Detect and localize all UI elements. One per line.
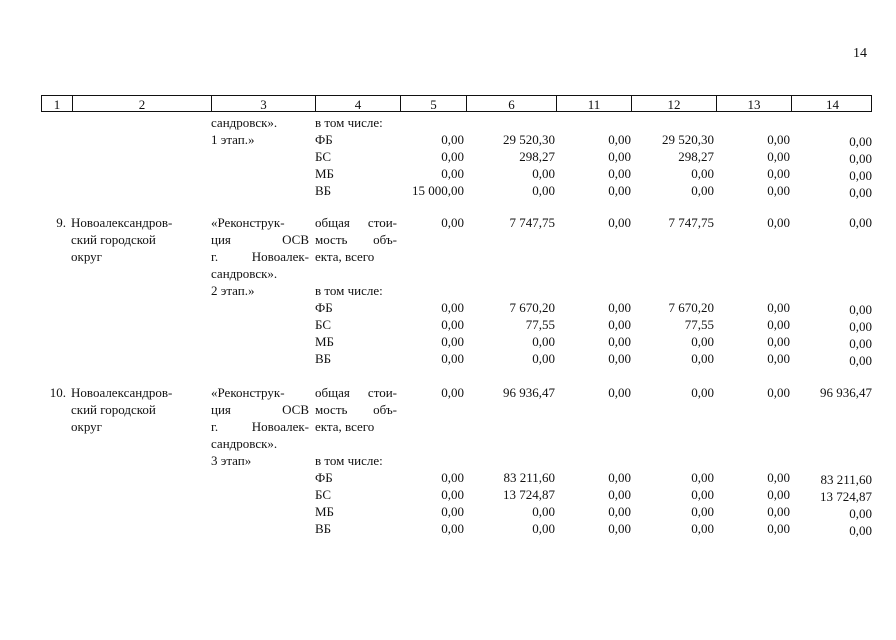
funding-value: 7 670,20 bbox=[509, 300, 555, 315]
funding-value: 0,00 bbox=[767, 470, 790, 485]
object-name-line: «Реконструк- bbox=[211, 215, 285, 230]
funding-value: 0,00 bbox=[767, 149, 790, 164]
total-value: 0,00 bbox=[608, 385, 631, 400]
cost-label-line: общая стои- bbox=[315, 385, 397, 400]
object-name-line: ция ОСВ bbox=[211, 232, 309, 247]
funding-value: 13 724,87 bbox=[820, 489, 872, 504]
cost-label-line: мость объ- bbox=[315, 402, 397, 417]
funding-value: 0,00 bbox=[608, 183, 631, 198]
in-total-label: в том числе: bbox=[315, 115, 383, 130]
funding-value: 0,00 bbox=[532, 521, 555, 536]
funding-value: 0,00 bbox=[532, 334, 555, 349]
funding-value: 0,00 bbox=[849, 319, 872, 334]
funding-value: 0,00 bbox=[608, 317, 631, 332]
district-name-line: ский городской bbox=[71, 402, 156, 417]
row-number: 9. bbox=[56, 215, 66, 230]
funding-value: 0,00 bbox=[441, 504, 464, 519]
funding-value: 0,00 bbox=[849, 151, 872, 166]
funding-source-label: ФБ bbox=[315, 470, 333, 485]
cost-label-line: мость объ- bbox=[315, 232, 397, 247]
funding-value: 0,00 bbox=[532, 504, 555, 519]
funding-value: 0,00 bbox=[767, 504, 790, 519]
funding-value: 0,00 bbox=[441, 166, 464, 181]
funding-value: 0,00 bbox=[608, 166, 631, 181]
funding-value: 0,00 bbox=[441, 300, 464, 315]
funding-value: 0,00 bbox=[849, 353, 872, 368]
total-value: 0,00 bbox=[767, 385, 790, 400]
header-col-6: 6 bbox=[467, 96, 557, 111]
object-name-line: 1 этап.» bbox=[211, 132, 255, 147]
page-number: 14 bbox=[853, 46, 867, 61]
object-name-line: сандровск». bbox=[211, 436, 278, 451]
funding-value: 0,00 bbox=[691, 521, 714, 536]
funding-source-label: МБ bbox=[315, 504, 335, 519]
funding-source-label: МБ bbox=[315, 334, 335, 349]
funding-value: 298,27 bbox=[678, 149, 714, 164]
funding-value: 0,00 bbox=[608, 300, 631, 315]
district-name-line: ский городской bbox=[71, 232, 156, 247]
object-name-line: 2 этап.» bbox=[211, 283, 255, 298]
header-col-1: 1 bbox=[42, 96, 73, 111]
total-value: 0,00 bbox=[608, 215, 631, 230]
funding-value: 0,00 bbox=[441, 334, 464, 349]
funding-value: 7 670,20 bbox=[668, 300, 714, 315]
funding-value: 77,55 bbox=[525, 317, 555, 332]
object-name-line: г. Новоалек- bbox=[211, 419, 309, 434]
funding-value: 0,00 bbox=[608, 132, 631, 147]
funding-value: 0,00 bbox=[767, 166, 790, 181]
district-name-line: Новоалександров- bbox=[71, 385, 173, 400]
funding-value: 0,00 bbox=[691, 351, 714, 366]
funding-source-label: БС bbox=[315, 317, 332, 332]
funding-value: 13 724,87 bbox=[503, 487, 555, 502]
funding-value: 0,00 bbox=[441, 487, 464, 502]
object-name-line: сандровск». bbox=[211, 266, 278, 281]
funding-value: 0,00 bbox=[767, 317, 790, 332]
funding-value: 15 000,00 bbox=[412, 183, 464, 198]
funding-source-label: ФБ bbox=[315, 300, 333, 315]
header-col-11: 11 bbox=[557, 96, 632, 111]
funding-source-label: БС bbox=[315, 149, 332, 164]
cost-label-line: екта, всего bbox=[315, 419, 375, 434]
total-value: 7 747,75 bbox=[668, 215, 714, 230]
funding-value: 83 211,60 bbox=[820, 472, 872, 487]
funding-value: 0,00 bbox=[608, 334, 631, 349]
funding-value: 0,00 bbox=[691, 504, 714, 519]
funding-source-label: БС bbox=[315, 487, 332, 502]
in-total-label: в том числе: bbox=[315, 453, 383, 468]
cost-label-line: екта, всего bbox=[315, 249, 375, 264]
object-name-line: г. Новоалек- bbox=[211, 249, 309, 264]
header-col-13: 13 bbox=[717, 96, 792, 111]
funding-source-label: ВБ bbox=[315, 521, 332, 536]
funding-value: 0,00 bbox=[767, 132, 790, 147]
header-col-12: 12 bbox=[632, 96, 717, 111]
district-name-line: округ bbox=[71, 419, 102, 434]
funding-value: 0,00 bbox=[767, 300, 790, 315]
funding-value: 298,27 bbox=[519, 149, 555, 164]
funding-value: 0,00 bbox=[608, 149, 631, 164]
object-name-line: 3 этап» bbox=[211, 453, 252, 468]
total-value: 0,00 bbox=[767, 215, 790, 230]
funding-value: 0,00 bbox=[849, 506, 872, 521]
funding-value: 0,00 bbox=[691, 334, 714, 349]
funding-value: 0,00 bbox=[441, 351, 464, 366]
funding-value: 0,00 bbox=[441, 470, 464, 485]
funding-value: 77,55 bbox=[684, 317, 714, 332]
funding-source-label: МБ bbox=[315, 166, 335, 181]
funding-value: 0,00 bbox=[849, 302, 872, 317]
funding-value: 0,00 bbox=[849, 168, 872, 183]
funding-value: 0,00 bbox=[532, 166, 555, 181]
funding-value: 0,00 bbox=[608, 504, 631, 519]
funding-value: 0,00 bbox=[767, 351, 790, 366]
funding-value: 0,00 bbox=[441, 317, 464, 332]
funding-value: 0,00 bbox=[691, 183, 714, 198]
funding-value: 0,00 bbox=[441, 521, 464, 536]
funding-value: 0,00 bbox=[608, 521, 631, 536]
funding-value: 83 211,60 bbox=[503, 470, 555, 485]
total-value: 7 747,75 bbox=[509, 215, 555, 230]
object-name-line: ция ОСВ bbox=[211, 402, 309, 417]
funding-value: 0,00 bbox=[767, 334, 790, 349]
total-value: 0,00 bbox=[849, 215, 872, 230]
total-value: 96 936,47 bbox=[820, 385, 872, 400]
funding-value: 0,00 bbox=[767, 521, 790, 536]
funding-value: 0,00 bbox=[608, 470, 631, 485]
funding-value: 0,00 bbox=[441, 132, 464, 147]
header-col-2: 2 bbox=[73, 96, 212, 111]
header-col-5: 5 bbox=[401, 96, 467, 111]
funding-value: 29 520,30 bbox=[662, 132, 714, 147]
funding-source-label: ВБ bbox=[315, 351, 332, 366]
funding-value: 0,00 bbox=[849, 185, 872, 200]
header-col-14: 14 bbox=[826, 97, 839, 112]
funding-value: 0,00 bbox=[691, 166, 714, 181]
funding-value: 0,00 bbox=[441, 149, 464, 164]
funding-source-label: ФБ bbox=[315, 132, 333, 147]
funding-value: 0,00 bbox=[691, 487, 714, 502]
object-name-line: сандровск». bbox=[211, 115, 278, 130]
total-value: 0,00 bbox=[441, 215, 464, 230]
total-value: 0,00 bbox=[441, 385, 464, 400]
funding-value: 0,00 bbox=[532, 183, 555, 198]
cost-label-line: общая стои- bbox=[315, 215, 397, 230]
total-value: 0,00 bbox=[691, 385, 714, 400]
district-name-line: Новоалександров- bbox=[71, 215, 173, 230]
funding-value: 0,00 bbox=[608, 351, 631, 366]
total-value: 96 936,47 bbox=[503, 385, 555, 400]
object-name-line: «Реконструк- bbox=[211, 385, 285, 400]
funding-value: 0,00 bbox=[532, 351, 555, 366]
funding-value: 0,00 bbox=[608, 487, 631, 502]
header-col-4: 4 bbox=[316, 96, 401, 111]
funding-value: 0,00 bbox=[767, 487, 790, 502]
district-name-line: округ bbox=[71, 249, 102, 264]
funding-value: 29 520,30 bbox=[503, 132, 555, 147]
funding-source-label: ВБ bbox=[315, 183, 332, 198]
funding-value: 0,00 bbox=[849, 134, 872, 149]
table-header bbox=[41, 95, 872, 112]
funding-value: 0,00 bbox=[767, 183, 790, 198]
header-col-3: 3 bbox=[212, 96, 316, 111]
funding-value: 0,00 bbox=[849, 336, 872, 351]
funding-value: 0,00 bbox=[849, 523, 872, 538]
row-number: 10. bbox=[49, 385, 66, 400]
funding-value: 0,00 bbox=[691, 470, 714, 485]
in-total-label: в том числе: bbox=[315, 283, 383, 298]
